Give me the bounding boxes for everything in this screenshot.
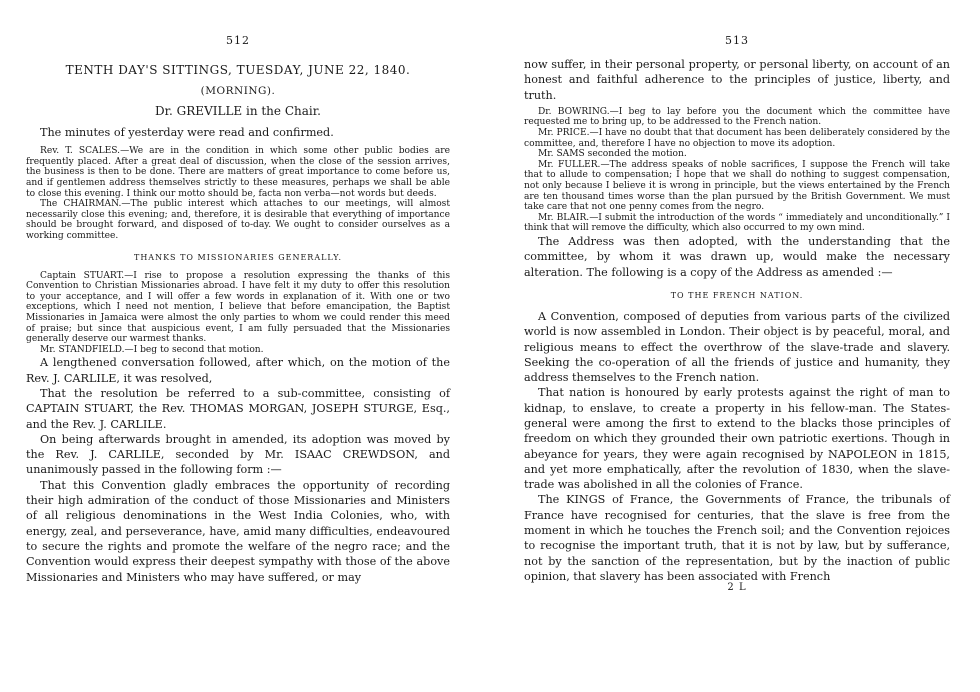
conversation-paragraph: A lengthened conversation followed, after which, on the motion of the Rev. J. CARLILE, it was resolved, bbox=[26, 356, 450, 385]
price-paragraph: Mr. PRICE.—I have no doubt that that document has been deliberately considered by the committee, and, therefore I have no objection to move its adoption. bbox=[524, 128, 950, 149]
right-page bbox=[490, 0, 980, 692]
french-paragraph-3: The KINGS of France, the Governments of France, the tribunals of France have recognised for centuries, that the slave is free from the moment in which he touches the French soil; and the Convention rejoices to recognise the important truth, that it is not by law, but by sufferance, not by the sanction of the representation, but by the inaction of public opinion, that slavery has been associated with French bbox=[524, 493, 950, 583]
section-title: THANKS TO MISSIONARIES GENERALLY. bbox=[133, 252, 343, 262]
convention-paragraph: That this Convention gladly embraces the opportunity of recording their high admiration of the conduct of those Missionaries and Ministers of all religious denominations in the West India Colonies, who, with energy, zeal, and perseverance, have, amid many difficulties, endeavoured to secure the rights and promote the welfare of the negro race; and the Convention would express their deepest sympathy with those of the above Missionaries and Ministers who may have suffered, or may bbox=[26, 478, 450, 584]
section-title: TO THE FRENCH NATION. bbox=[670, 290, 804, 300]
continuation-paragraph: now suffer, in their personal property, or personal liberty, on account of an honest and faithful adherence to the principles of justice, liberty, and truth. bbox=[524, 58, 950, 102]
bowring-paragraph: Dr. BOWRING.—I beg to lay before you the document which the committee have requested me to bring up, to be addressed to the French nation. bbox=[524, 106, 950, 128]
standfield-paragraph: Mr. STANDFIELD.—I beg to second that motion. bbox=[40, 344, 264, 355]
blair-paragraph: Mr. BLAIR.—I submit the introduction of the words “ immediately and unconditionally.” I think that will remove the difficulty, which also occurred to my own mind. bbox=[524, 212, 950, 234]
amended-paragraph: On being afterwards brought in amended, its adoption was moved by the Rev. J. CARLILE, seconded by Mr. ISAAC CREWDSON, and unanimously passed in the following form :— bbox=[26, 432, 450, 477]
address-paragraph: The Address was then adopted, with the understanding that the committee, by whom it was drawn up, would make the necessary alteration. The following is a copy of the Address as amended :— bbox=[524, 235, 950, 279]
stuart-paragraph: Captain STUART.—I rise to propose a resolution expressing the thanks of this Convention to Christian Missionaries abroad. I have felt it my duty to offer this resolution to your acceptance, and I will offer a few words in explanation of it. With one or two exceptions, which I need not mention, I believe that before emancipation, the Baptist Missionaries in Jamaica were almost the only parties to whom we could render this meed of praise; but since that auspicious event, I am fully persuaded that the Missionaries generally deserve our warmest thanks. bbox=[26, 270, 450, 345]
chairman-paragraph: The CHAIRMAN.—The public interest which attaches to our meetings, will almost necessarily close this evening; and, therefore, it is desirable that everything of importance should be brought forward, and disposed of to-day. We ought to consider ourselves as a working committee. bbox=[26, 199, 450, 242]
fuller-paragraph: Mr. FULLER.—The address speaks of noble sacrifices, I suppose the French will take that to allude to compensation; I hope that we shall do nothing to suggest compensation, not only because I believe it is wrong in principle, but the views entertained by the French are ten thousand times worse than the plan pursued by the British Government. We must take care that not one penny comes from the negro. bbox=[524, 159, 950, 213]
french-paragraph-1: A Convention, composed of deputies from various parts of the civilized world is now assembled in London. Their object is by peaceful, moral, and religious means to effect the overthrow of the slave-trade and slavery. Seeking the co-operation of all the friends of justice and humanity, they address themselves to the French nation. bbox=[524, 309, 950, 385]
resolution-paragraph: That the resolution be referred to a sub-committee, consisting of CAPTAIN STUART, the Rev. THOMAS MORGAN, JOSEPH STURGE, Esq., and the Rev. J. CARLILE. bbox=[26, 386, 450, 431]
french-paragraph-2: That nation is honoured by early protests against the right of man to kidnap, to enslave, to create a property in his fellow-man. The States-general were among the first to extend to the blacks those principles of freedom on which they grounded their own patriotic exertions. Though in abeyance for years, they were again recognised by NAPOLEON in 1815, and yet more emphatically, after the revolution of 1830, when the slave-trade was abolished in all the colonies of France. bbox=[524, 386, 950, 492]
session-label: (MORNING). bbox=[200, 85, 276, 97]
minutes-paragraph: The minutes of yesterday were read and confirmed. bbox=[40, 126, 334, 139]
scales-paragraph: Rev. T. SCALES.—We are in the condition in which some other public bodies are frequently placed. After a great deal of discussion, when the close of the session arrives, the business is then to be done. There are matters of great importance to come before us, and if gentlemen address themselves strictly to these measures, perhaps we shall be able to close this evening. I think our motto should be, facta non verba—not words but deeds. bbox=[26, 146, 450, 199]
day-heading: TENTH DAY'S SITTINGS, TUESDAY, JUNE 22, 1840. bbox=[65, 63, 411, 77]
page-number: 513 bbox=[725, 34, 749, 47]
sams-paragraph: Mr. SAMS seconded the motion. bbox=[538, 149, 687, 160]
page-number: 512 bbox=[226, 34, 250, 47]
signature-mark: 2 L bbox=[727, 582, 747, 594]
chair-line: Dr. GREVILLE in the Chair. bbox=[155, 104, 321, 118]
